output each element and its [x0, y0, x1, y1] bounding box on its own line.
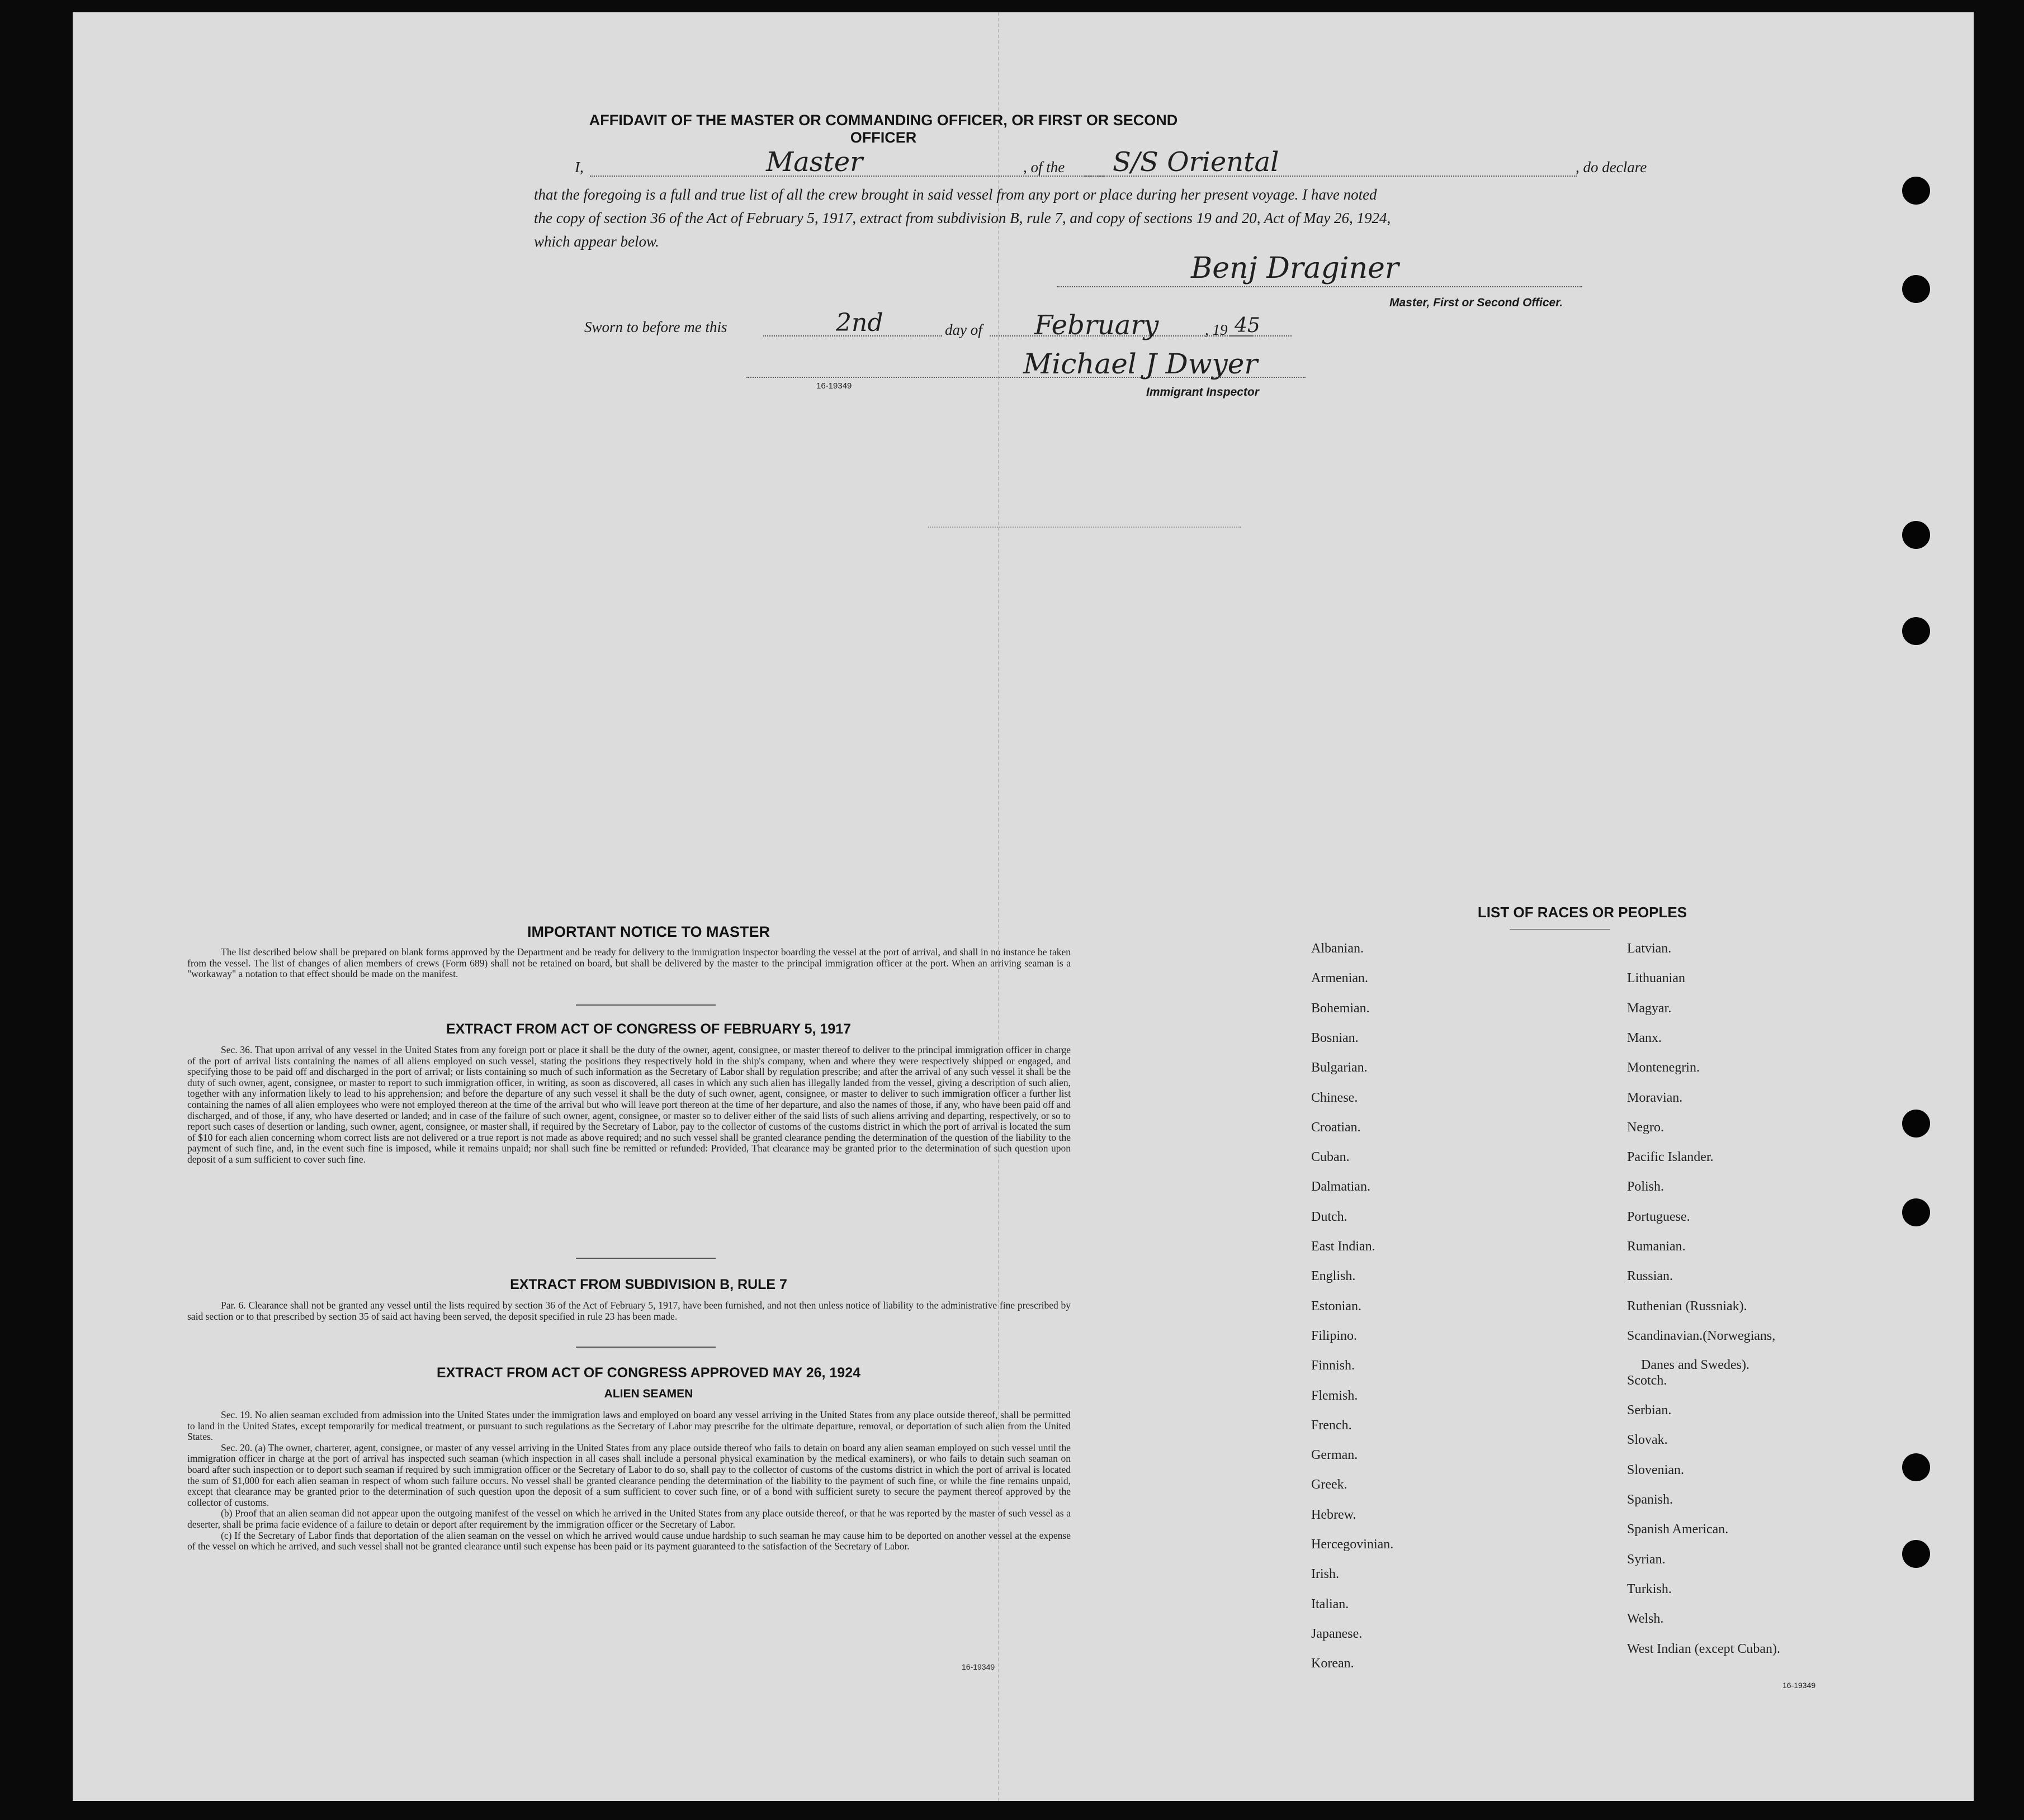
punch-hole: [1902, 275, 1930, 303]
handwritten-name: Master: [766, 146, 863, 178]
race-item: Armenian.: [1311, 971, 1368, 986]
race-item: Negro.: [1627, 1120, 1664, 1135]
affidavit-body-line-3: which appear below.: [534, 233, 659, 250]
race-item: Flemish.: [1311, 1388, 1358, 1403]
affidavit-title: AFFIDAVIT OF THE MASTER OR COMMANDING OFFICER, OR FIRST OR SECOND OFFICER: [589, 112, 1178, 146]
race-item: Polish.: [1627, 1179, 1664, 1195]
day-of-label: day of: [945, 321, 982, 338]
extract-1917-text: Sec. 36. That upon arrival of any vessel in the United States from any foreign port or place it shall be the duty of the owner, agent, consignee, or master thereof to deliver to the principal immigration officer in charge of the port of arrival lists containing the names of all aliens employed on such vessel, stating the positions they respectively hold in the ship's company, when and where they were respectively shipped or engaged, and specifying those to be paid off and discharged in the port of arrival; or lists containing so much of such information as the Secretary of Labor shall by regulation prescribe; and after the arrival of any such vessel it shall be the duty of such owner, agent, consignee, or master to report to such immigration officer, in writing, as soon as discovered, all cases in which any such alien has illegally landed from the vessel, giving a description of such alien, together with any information likely to lead to his apprehension; and before the departure of any such vessel it shall be the duty of such owner, agent, consignee, or master to deliver to such immigration officer a further list containing the names of all alien employees who were not employed thereon at the time of the arrival but who will leave port thereon at the time of her departure, and also the names of those, if any, who have been paid off and discharged, and of those, if any, who have deserted or landed; and in case of the failure of such owner, agent, consignee, or master so to deliver either of the said lists of such aliens arriving and departing, respectively, or so to report such cases of desertion or landing, such owner, agent, consignee, or master shall, if required by the Secretary of Labor, pay to the collector of customs of the customs district in which the port of arrival is located the sum of $10 for each alien concerning whom correct lists are not delivered or a true report is not made as above required; and no such vessel shall be granted clearance pending the determination of the question of the liability to the payment of such fine, and, in the event such fine is imposed, while it remains unpaid; nor shall such fine be remitted or refunded: Provided, That clearance may be granted prior to the determination of such question upon deposit of a sum sufficient to cover such fine.: [187, 1044, 1071, 1165]
race-item: Pacific Islander.: [1627, 1150, 1714, 1165]
race-item: Welsh.: [1627, 1612, 1664, 1627]
race-item: Filipino.: [1311, 1328, 1358, 1343]
handwritten-day: 2nd: [836, 309, 883, 337]
race-item: Moravian.: [1627, 1090, 1683, 1105]
year-line: [1230, 335, 1292, 336]
extract-1924-body: [187, 1410, 1071, 1552]
punch-hole: [1902, 617, 1930, 645]
divider: [576, 1258, 716, 1259]
race-item: West Indian (except Cuban).: [1627, 1641, 1780, 1656]
race-item: Dalmatian.: [1311, 1179, 1370, 1195]
race-item: Spanish American.: [1627, 1522, 1729, 1537]
sworn-label: Sworn to before me this: [584, 319, 727, 335]
race-item: Ruthenian (Russniak).: [1627, 1298, 1747, 1314]
affidavit-body-line-1: that the foregoing is a full and true list of all the crew brought in said vessel from any port or place during her present voyage. I have noted: [534, 186, 1377, 203]
race-item: Montenegrin.: [1627, 1060, 1700, 1075]
inspector-caption: Immigrant Inspector: [1146, 386, 1259, 399]
divider: [576, 1004, 716, 1006]
race-item: Latvian.: [1627, 941, 1672, 956]
affidavit-body: [534, 183, 1658, 253]
punch-hole: [1902, 177, 1930, 205]
race-item: Rumanian.: [1627, 1239, 1686, 1254]
handwritten-vessel: S/S Oriental: [1113, 146, 1279, 178]
sec-20c-text: (c) If the Secretary of Labor finds that deportation of the alien seaman on the vessel on which he arrived would cause undue hardship to such seaman he may cause him to be deported on another vessel at the expense of the vessel on which he arrived, and such vessel shall not be granted clearance until such expense has been paid or its payment guaranteed to the satisfaction of the Secretary of Labor.: [187, 1529, 1071, 1552]
race-item: Spanish.: [1627, 1492, 1673, 1508]
sec-20b-text: (b) Proof that an alien seaman did not appear upon the outgoing manifest of the vessel on which he arrived in the United States from any place outside thereof, or that he was reported by the master of such vessel as a deserter, shall be prima facie evidence of a failure to detain or deport after requirement by the immigration officer or the Secretary of Labor.: [187, 1508, 1071, 1530]
notice-text: The list described below shall be prepared on blank forms approved by the Department and be ready for delivery to the immigration inspector boarding the vessel at the port of arrival, and shall in no instance be taken from the vessel. The list of changes of alien members of crews (Form 689) shall not be retained on board, but shall be delivered by the master to the principal immigration officer at the port. When an arriving seaman is a "workaway" a notation to that effect should be made on the manifest.: [187, 946, 1071, 980]
race-item: Hercegovinian.: [1311, 1537, 1394, 1552]
of-the-label: , of the: [1023, 159, 1065, 176]
race-item: East Indian.: [1311, 1239, 1375, 1254]
do-declare-label: , do declare: [1576, 159, 1647, 176]
extract-1917-title: EXTRACT FROM ACT OF CONGRESS OF FEBRUARY 5, 1917: [446, 1021, 852, 1037]
race-item: Serbian.: [1627, 1403, 1672, 1418]
extract-1924-title: EXTRACT FROM ACT OF CONGRESS APPROVED MAY 26, 1924: [436, 1365, 861, 1381]
affidavit-form-number: 16-19349: [816, 381, 852, 391]
race-item: German.: [1311, 1448, 1358, 1463]
race-item: Bosnian.: [1311, 1030, 1359, 1045]
race-item: Estonian.: [1311, 1298, 1361, 1314]
faint-mark: [928, 527, 1241, 528]
alien-seamen-subtitle: ALIEN SEAMEN: [604, 1387, 693, 1400]
race-item: Cuban.: [1311, 1150, 1350, 1165]
document-page: [73, 12, 1974, 1801]
sec-20a-text: Sec. 20. (a) The owner, charterer, agent, consignee, or master of any vessel arriving in the United States from any place outside thereof who fails to detain on board any alien seaman employed on such vessel until the immigration officer in charge at the port of arrival has inspected such seaman (which inspection in all cases shall include a personal physical examination by the medical examiners), or who fails to detain such seaman on board after such inspection or to deport such seaman if required by such immigration officer or the Secretary of Labor to do so, shall pay to the collector of customs of the customs district in which the port of arrival is located the sum of $1,000 for each alien seaman in respect of whom such failure occurs. No vessel shall be granted clearance pending the determination of the liability to the payment of such fine, or while the fine remains unpaid, except that clearance may be granted prior to the determination of such question upon the deposit of a sum sufficient to cover such fine, or of a bond with sufficient surety to secure the payment thereof approved by the collector of customs.: [187, 1442, 1071, 1508]
race-item: Chinese.: [1311, 1090, 1358, 1105]
race-item: Portuguese.: [1627, 1209, 1690, 1224]
handwritten-year: 45: [1235, 314, 1260, 337]
race-item: Syrian.: [1627, 1552, 1666, 1567]
race-item: Hebrew.: [1311, 1507, 1356, 1522]
race-item: Bulgarian.: [1311, 1060, 1368, 1075]
race-item: Bohemian.: [1311, 1001, 1370, 1016]
race-item: Manx.: [1627, 1030, 1662, 1045]
extract-form-number: 16-19349: [962, 1662, 995, 1671]
race-item: Japanese.: [1311, 1626, 1363, 1641]
extract-rule7-text: Par. 6. Clearance shall not be granted any vessel until the lists required by section 36 of the Act of February 5, 1917, have been furnished, and not then unless notice of liability to the administrative fine prescribed by said section or to that prescribed by section 35 of said act having been served, the deposit specified in rule 23 has been made.: [187, 1300, 1071, 1322]
extract-rule7-title: EXTRACT FROM SUBDIVISION B, RULE 7: [510, 1277, 787, 1292]
punch-hole: [1902, 521, 1930, 549]
year-prefix-label: , 19: [1205, 321, 1228, 338]
race-item: Albanian.: [1311, 941, 1364, 956]
divider: [576, 1347, 716, 1348]
race-item: Lithuanian: [1627, 971, 1685, 986]
race-item: Scandinavian.(Norwegians,: [1627, 1328, 1776, 1343]
divider: [1510, 929, 1610, 930]
races-title: LIST OF RACES OR PEOPLES: [1477, 904, 1687, 921]
race-item: Croatian.: [1311, 1120, 1361, 1135]
race-item: Finnish.: [1311, 1358, 1355, 1373]
handwritten-month: February: [1034, 310, 1159, 341]
race-item: Slovenian.: [1627, 1462, 1684, 1477]
punch-hole: [1902, 1453, 1930, 1481]
race-item: Danes and Swedes).: [1641, 1357, 1749, 1372]
race-item: English.: [1311, 1269, 1356, 1284]
race-item: Russian.: [1627, 1269, 1673, 1284]
race-item: Dutch.: [1311, 1209, 1347, 1224]
race-item: Slovak.: [1627, 1433, 1668, 1448]
punch-hole: [1902, 1540, 1930, 1568]
race-item: Korean.: [1311, 1656, 1354, 1671]
race-item: Greek.: [1311, 1477, 1347, 1492]
race-item: Irish.: [1311, 1567, 1339, 1582]
punch-hole: [1902, 1198, 1930, 1226]
signature-line: [1057, 286, 1582, 287]
race-item: French.: [1311, 1418, 1352, 1433]
sec-19-text: Sec. 19. No alien seaman excluded from admission into the United States under the immigration laws and employed on board any vessel arriving in the United States from any place outside thereof, shall be permitted to land in the United States, except temporarily for medical treatment, or pursuant to such regulations as the Secretary of Labor may prescribe for the ultimate departure, removal, or deportation of such alien from the United States.: [187, 1409, 1071, 1443]
handwritten-inspector-signature: Michael J Dwyer: [1023, 348, 1258, 380]
race-item: Italian.: [1311, 1596, 1349, 1612]
handwritten-master-signature: Benj Draginer: [1191, 252, 1399, 285]
notice-title: IMPORTANT NOTICE TO MASTER: [527, 923, 770, 940]
race-item: Scotch.: [1627, 1373, 1667, 1388]
punch-hole: [1902, 1110, 1930, 1138]
races-form-number: 16-19349: [1782, 1681, 1816, 1690]
master-caption: Master, First or Second Officer.: [1389, 296, 1563, 309]
affidavit-body-line-2: the copy of section 36 of the Act of February 5, 1917, extract from subdivision B, rule 7, and copy of sections 19 and 20, Act of May 26, 1924,: [534, 210, 1391, 226]
race-item: Magyar.: [1627, 1001, 1672, 1016]
affidavit-i-label: I,: [575, 159, 584, 176]
race-item: Turkish.: [1627, 1581, 1672, 1596]
